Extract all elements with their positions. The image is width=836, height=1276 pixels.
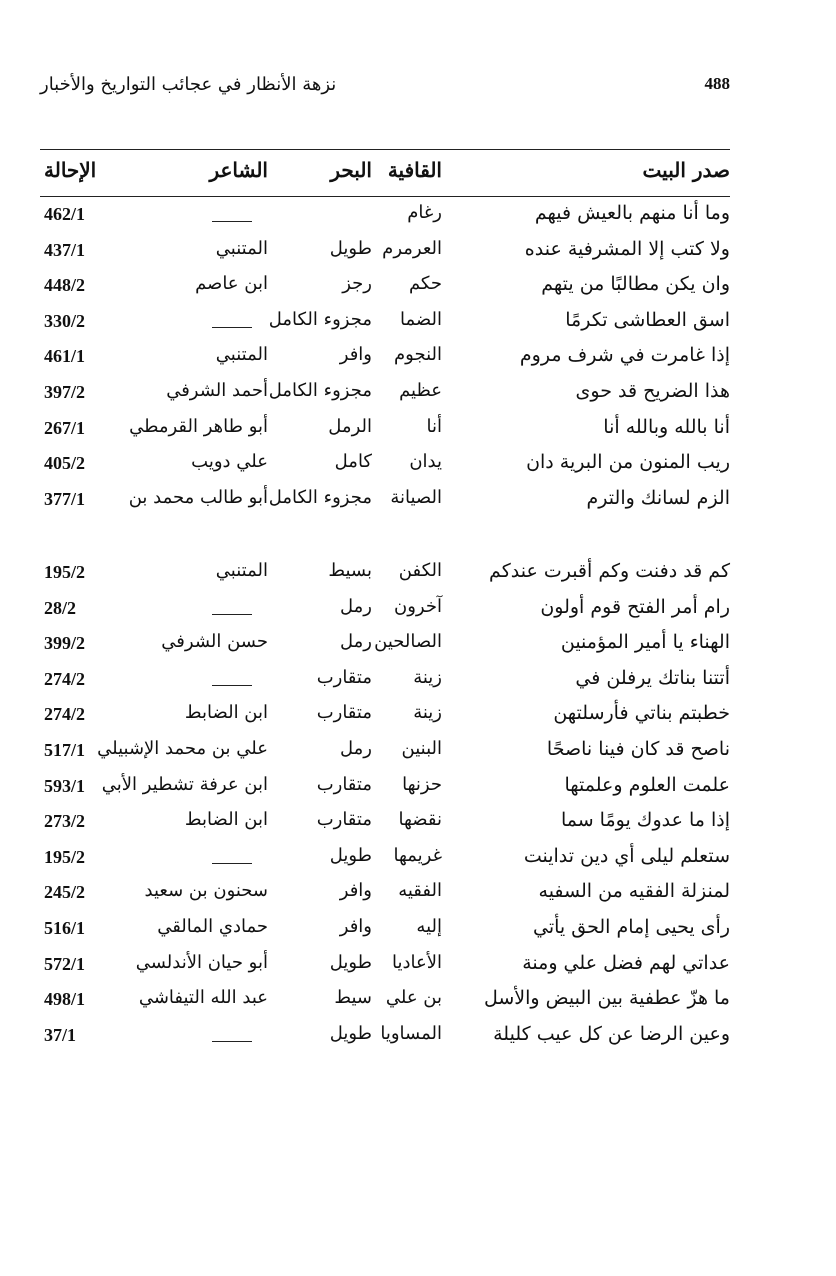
meter-cell: متقارب	[316, 809, 372, 831]
book-title: نزهة الأنظار في عجائب التواريخ والأخبار	[40, 74, 337, 95]
rhyme-cell: الكفن	[398, 560, 442, 581]
table-row	[40, 340, 730, 376]
table-row	[40, 912, 730, 948]
reference-cell: 405/2	[44, 453, 86, 474]
verse-cell: وان يكن مطالبًا من يتهم	[541, 273, 730, 296]
rhyme-cell: إليه	[416, 916, 442, 937]
meter-cell: طويل	[329, 951, 372, 973]
table-row	[40, 376, 730, 412]
verse-cell: ولا كتب إلا المشرفية عنده	[524, 237, 730, 260]
poet-cell: عبد الله التيفاشي	[138, 987, 268, 1009]
poet-cell: أبو طالب محمد بن	[128, 486, 268, 508]
rhyme-cell: الأعاديا	[391, 951, 442, 973]
table-row	[40, 734, 730, 770]
reference-cell: 516/1	[44, 918, 86, 938]
reference-cell: 273/2	[44, 811, 86, 832]
column-header-verse: صدر البيت	[642, 158, 730, 182]
reference-cell: 377/1	[44, 488, 86, 509]
meter-cell: رمل	[340, 738, 372, 759]
table-top-rule	[40, 149, 730, 150]
table-row	[40, 269, 730, 305]
table-row	[40, 663, 730, 699]
meter-cell: كامل	[334, 451, 372, 473]
rhyme-cell: حزنها	[402, 773, 442, 795]
reference-cell: 397/2	[44, 382, 86, 402]
poet-cell: حمادي المالقي	[157, 916, 268, 937]
poet-cell: أبو طاهر القرمطي	[129, 415, 268, 437]
rhyme-cell: الضما	[400, 308, 442, 330]
rhyme-cell: الصالحين	[374, 631, 442, 653]
reference-cell: 274/2	[44, 704, 86, 725]
verse-cell: عداتي لهم فضل علي ومنة	[522, 951, 730, 974]
poet-cell: ابن عاصم	[195, 273, 268, 295]
table-row	[40, 556, 730, 592]
rhyme-cell: النجوم	[394, 344, 442, 366]
reference-cell: 28/2	[44, 597, 77, 618]
reference-cell: 330/2	[44, 310, 86, 331]
rhyme-cell: غريمها	[393, 844, 442, 866]
reference-cell: 267/1	[44, 417, 86, 438]
table-row	[40, 627, 730, 663]
meter-cell: رجز	[342, 273, 372, 295]
poet-cell: أبو حيان الأندلسي	[135, 951, 268, 973]
unknown-poet-dash	[212, 853, 252, 874]
table-row	[40, 234, 730, 270]
table-row	[40, 1019, 730, 1055]
reference-cell: 399/2	[44, 633, 86, 654]
meter-cell: سيط	[334, 987, 372, 1009]
poet-cell: المتنبي	[215, 237, 268, 259]
page-number: 488	[704, 74, 730, 93]
verse-cell: رام أمر الفتح قوم أولون	[540, 595, 730, 618]
table-row	[40, 983, 730, 1019]
reference-cell: 461/1	[44, 346, 86, 367]
table-row	[40, 198, 730, 234]
table-row	[40, 483, 730, 519]
reference-cell: 517/1	[44, 740, 86, 760]
reference-cell: 195/2	[44, 562, 86, 582]
meter-cell: مجزوء الكامل	[268, 308, 372, 330]
rhyme-cell: العرمرم	[382, 237, 442, 259]
meter-cell: وافر	[339, 344, 372, 366]
unknown-poet-dash	[212, 1031, 252, 1052]
verse-cell: أنا بالله وبالله أنا	[603, 415, 730, 438]
verse-cell: وعين الرضا عن كل عيب كليلة	[493, 1022, 730, 1045]
reference-cell: 498/1	[44, 989, 86, 1010]
verse-cell: ستعلم ليلى أي دين تداينت	[523, 844, 730, 867]
table-row	[40, 805, 730, 841]
table-row	[40, 841, 730, 877]
meter-cell: وافر	[339, 880, 372, 902]
reference-cell: 437/1	[44, 239, 86, 260]
reference-cell: 572/1	[44, 953, 86, 974]
rhyme-cell: زينة	[413, 666, 442, 688]
table-row	[40, 698, 730, 734]
rhyme-cell: البنين	[401, 738, 442, 759]
rhyme-cell: عظيم	[399, 380, 442, 401]
column-header-rhyme: القافية	[387, 158, 442, 182]
meter-cell: طويل	[329, 844, 372, 866]
poet-cell: ابن الضابط	[184, 809, 268, 831]
verse-cell: إذا ما عدوك يومًا سما	[560, 809, 730, 832]
table-row	[40, 948, 730, 984]
rhyme-cell: حكم	[408, 273, 442, 295]
column-header-reference: الإحالة	[44, 158, 97, 182]
verse-cell: الهناء يا أمير المؤمنين	[560, 631, 730, 654]
unknown-poet-dash	[212, 675, 252, 696]
page-header	[40, 74, 730, 104]
poet-cell: المتنبي	[215, 560, 268, 581]
rhyme-cell: يدان	[409, 451, 442, 473]
verse-cell: أتتنا بناتك يرفلن في	[575, 666, 730, 689]
poet-cell: علي دويب	[191, 451, 268, 473]
meter-cell: متقارب	[316, 702, 372, 724]
reference-cell: 593/1	[44, 775, 86, 796]
unknown-poet-dash	[212, 604, 252, 625]
meter-cell: متقارب	[316, 773, 372, 795]
rhyme-cell: الفقيه	[398, 880, 442, 902]
rhyme-cell: نقضها	[398, 809, 442, 831]
verse-cell: الزم لسانك والترم	[586, 486, 730, 509]
meter-cell: طويل	[329, 1022, 372, 1044]
rhyme-cell: المساويا	[380, 1022, 442, 1044]
verse-cell: ريب المنون من البرية دان	[526, 451, 730, 474]
table-row	[40, 592, 730, 628]
reference-cell: 462/1	[44, 204, 86, 224]
meter-cell: رمل	[340, 595, 372, 617]
unknown-poet-dash	[212, 317, 252, 338]
reference-cell: 245/2	[44, 882, 86, 903]
verse-cell: ما هزّ عطفية بين البيض والأسل	[483, 987, 730, 1010]
table-header-rule	[40, 196, 730, 197]
meter-cell: متقارب	[316, 666, 372, 688]
table-row	[40, 447, 730, 483]
poet-cell: ابن الضابط	[184, 702, 268, 724]
table-row	[40, 305, 730, 341]
reference-cell: 274/2	[44, 668, 86, 689]
verse-cell: هذا الضريح قد حوى	[575, 380, 730, 402]
reference-cell: 37/1	[44, 1024, 77, 1045]
poet-cell: علي بن محمد الإشبيلي	[97, 738, 268, 759]
verse-cell: خطبتم بناتي فأرسلتهن	[553, 702, 730, 725]
reference-cell: 195/2	[44, 846, 86, 867]
table-row	[40, 412, 730, 448]
meter-cell: مجزوء الكامل	[268, 380, 372, 401]
verse-cell: ناصح قد كان فينا ناصحًا	[546, 738, 730, 760]
rhyme-cell: رغام	[407, 202, 442, 223]
poet-cell: سحنون بن سعيد	[144, 880, 268, 902]
column-header-poet: الشاعر	[209, 158, 268, 182]
rhyme-cell: زينة	[413, 702, 442, 724]
poet-cell: حسن الشرفي	[161, 631, 268, 653]
poet-cell: أحمد الشرفي	[166, 380, 268, 401]
meter-cell: الرمل	[328, 415, 372, 437]
reference-cell: 448/2	[44, 275, 86, 296]
column-header-meter: البحر	[330, 158, 372, 182]
meter-cell: وافر	[339, 916, 372, 937]
verse-cell: كم قد دفنت وكم أقبرت عندكم	[489, 560, 730, 582]
unknown-poet-dash	[212, 210, 252, 231]
meter-cell: رمل	[340, 631, 372, 653]
rhyme-cell: أنا	[426, 415, 442, 437]
rhyme-cell: الصيانة	[390, 486, 442, 508]
poet-cell: المتنبي	[215, 344, 268, 366]
table-header	[40, 154, 730, 194]
verse-cell: وما أنا منهم بالعيش فيهم	[534, 202, 730, 224]
verse-cell: لمنزلة الفقيه من السفيه	[538, 880, 730, 903]
rhyme-cell: آخرون	[394, 595, 442, 617]
table-row	[40, 770, 730, 806]
table-row	[40, 876, 730, 912]
poet-cell: ابن عرفة تشطير الأبي	[101, 773, 268, 795]
meter-cell: مجزوء الكامل	[268, 486, 372, 508]
meter-cell: بسيط	[328, 560, 372, 581]
verse-cell: رأى يحيى إمام الحق يأتي	[533, 916, 730, 938]
meter-cell: طويل	[329, 237, 372, 259]
verse-cell: إذا غامرت في شرف مروم	[519, 344, 730, 367]
verse-cell: اسق العطاشى تكرمًا	[565, 308, 730, 331]
verse-cell: علمت العلوم وعلمتها	[564, 773, 730, 796]
rhyme-cell: بن علي	[385, 987, 442, 1009]
